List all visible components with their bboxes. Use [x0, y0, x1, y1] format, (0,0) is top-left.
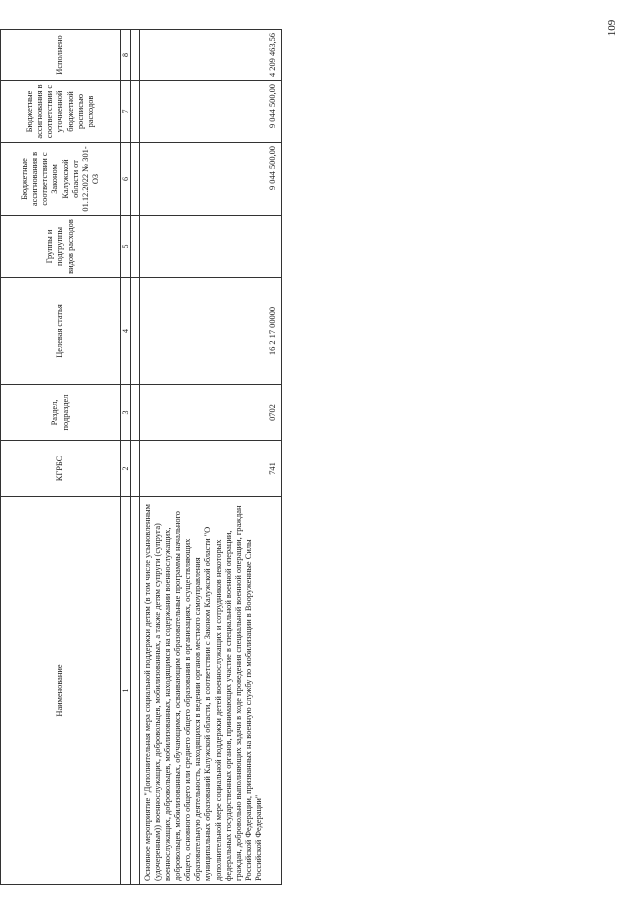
- row-law-assignments: 9 044 500,00: [140, 143, 282, 216]
- column-number: 3: [121, 385, 131, 441]
- spacer-row: [131, 30, 140, 885]
- header-executed: Исполнено: [1, 30, 121, 81]
- column-number: 4: [121, 278, 131, 385]
- column-number: 2: [121, 441, 131, 497]
- header-target: Целевая статья: [1, 278, 121, 385]
- budget-table: [0, 29, 282, 885]
- header-name: Наименование: [1, 497, 121, 885]
- column-number: 1: [121, 497, 131, 885]
- row-kgrbs: 741: [140, 441, 282, 497]
- page-number: 109: [606, 19, 618, 37]
- column-number: 8: [121, 30, 131, 81]
- header-refined-assignments: Бюджетные ассигнования в соответствии с уточненной бюджетной росписью расходов: [1, 81, 121, 143]
- rotated-table-container: [0, 30, 282, 885]
- row-name: Основное мероприятие "Дополнительная мера социальной поддержки детям (в том числе усыновленным (удочеренным)) военнослужащих, добровольцев, мобилизованных, а также детям супруги (супруга) военнослужащих, добровольцев, мобилизованных, находящимся на содержании военнослужащих, добровольцев, мобилизованных, обучающимся, осваивающим образовательные программы начального общего, основного общего или среднего общего образования в организациях, осуществляющих образовательную деятельность, находящихся в ведении органов местного самоуправления муниципальных образований Калужской области, в соответствии с Законом Калужской области "О дополнительной мере социальной поддержки детей военнослужащих и сотрудников некоторых федеральных государственных органов, принимающих участие в специальной военной операции, граждан, добровольно выполняющих задачи в ходе проведения специальной военной операции, граждан Российской Федерации, призванных на военную службу по мобилизации в Вооруженные Силы Российской Федерации": [140, 497, 282, 885]
- header-law-assignments: Бюджетные ассигнования в соответствии с Законом Калужской области от 01.12.2022 № 301-ОЗ: [1, 143, 121, 216]
- row-section: 0702: [140, 385, 282, 441]
- column-number: 5: [121, 216, 131, 278]
- column-number: 7: [121, 81, 131, 143]
- row-refined-assignments: 9 044 500,00: [140, 81, 282, 143]
- row-executed: 4 209 463,56: [140, 30, 282, 81]
- row-groups: [140, 216, 282, 278]
- column-number: 6: [121, 143, 131, 216]
- column-number-row: [121, 30, 131, 885]
- header-section: Раздел, подраздел: [1, 385, 121, 441]
- header-row: [1, 30, 121, 885]
- row-target: 16 2 17 00000: [140, 278, 282, 385]
- header-kgrbs: КГРБС: [1, 441, 121, 497]
- table-row: [140, 30, 282, 885]
- header-groups: Группы и подгруппы видов расходов: [1, 216, 121, 278]
